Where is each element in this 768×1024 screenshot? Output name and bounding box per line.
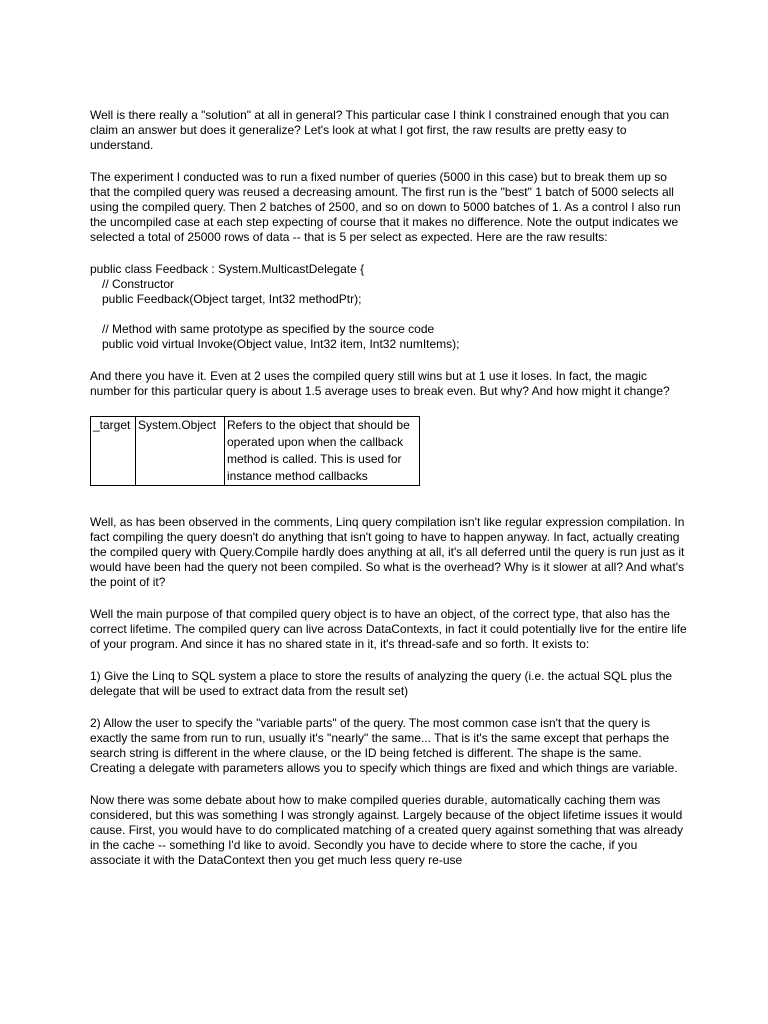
table-cell-type: System.Object <box>136 417 225 486</box>
table-row <box>91 417 420 486</box>
field-table <box>90 416 420 486</box>
code-line-comment-constructor: // Constructor <box>102 277 175 291</box>
code-line-comment-method: // Method with same prototype as specified by the source code <box>102 322 435 336</box>
paragraph-experiment: The experiment I conducted was to run a fixed number of queries (5000 in this case) but to break them up so that the compiled query was reused a decreasing amount. The first run is the "best" 1 batch of 5000 selects all using the compiled query. Then 2 batches of 2500, and so on down to 5000 batches of 1. As a control I also run the uncompiled case at each step expecting of course that it makes no difference. Note the output indicates we selected a total of 25000 rows of data -- that is 5 per select as expected. Here are the raw results: <box>90 170 681 244</box>
code-line-class: public class Feedback : System.MulticastDelegate { <box>90 262 365 276</box>
code-block <box>90 262 690 352</box>
table-cell-field: _target <box>91 417 136 486</box>
paragraph-results: And there you have it. Even at 2 uses the compiled query still wins but at 1 use it loses. In fact, the magic number for this particular query is about 1.5 average uses to break even. But why? And how might it change? <box>90 369 670 398</box>
paragraph-compilation: Well, as has been observed in the comments, Linq query compilation isn't like regular expression compilation. In fact compiling the query doesn't do anything that isn't going to have to happen anyway. In fact, actually creating the compiled query with Query.Compile hardly does anything at all, it's all deferred until the query is run just as it would have been had the query not been compiled. So what is the overhead? Why is it slower at all? And what's the point of it? <box>90 515 685 589</box>
list-item-1: 1) Give the Linq to SQL system a place to store the results of analyzing the query (i.e. the actual SQL plus the delegate that will be used to extract data from the result set) <box>90 669 673 698</box>
paragraph-purpose: Well the main purpose of that compiled query object is to have an object, of the correct type, that also has the correct lifetime. The compiled query can live across DataContexts, in fact it could potentially live for the entire life of your program. And since it has no shared state in it, it's thread-safe and so forth. It exists to: <box>90 607 687 651</box>
paragraph-caching: Now there was some debate about how to make compiled queries durable, automatically caching them was considered, but this was something I was strongly against. Largely because of the object lifetime issues it would cause. First, you would have to do complicated matching of a created query against something that was already in the cache -- something I'd like to avoid. Secondly you have to decide where to store the cache, if you associate it with the DataContext then you get much less query re-use <box>90 793 683 867</box>
table-cell-description: Refers to the object that should be operated upon when the callback method is called. This is used for instance method callbacks <box>225 417 420 486</box>
list-item-2: 2) Allow the user to specify the "variable parts" of the query. The most common case isn't that the query is exactly the same from run to run, usually it's "nearly" the same... That is it's the same except that perhaps the search string is different in the where clause, or the ID being fetched is different. The shape is the same. Creating a delegate with parameters allows you to specify which things are fixed and which things are variable. <box>90 716 678 775</box>
document-body <box>90 108 690 885</box>
paragraph-intro: Well is there really a "solution" at all in general? This particular case I think I constrained enough that you can claim an answer but does it generalize? Let's look at what I got first, the raw results are pretty easy to understand. <box>90 108 670 152</box>
code-line-constructor: public Feedback(Object target, Int32 methodPtr); <box>102 292 362 306</box>
code-line-invoke: public void virtual Invoke(Object value, Int32 item, Int32 numItems); <box>102 337 460 351</box>
